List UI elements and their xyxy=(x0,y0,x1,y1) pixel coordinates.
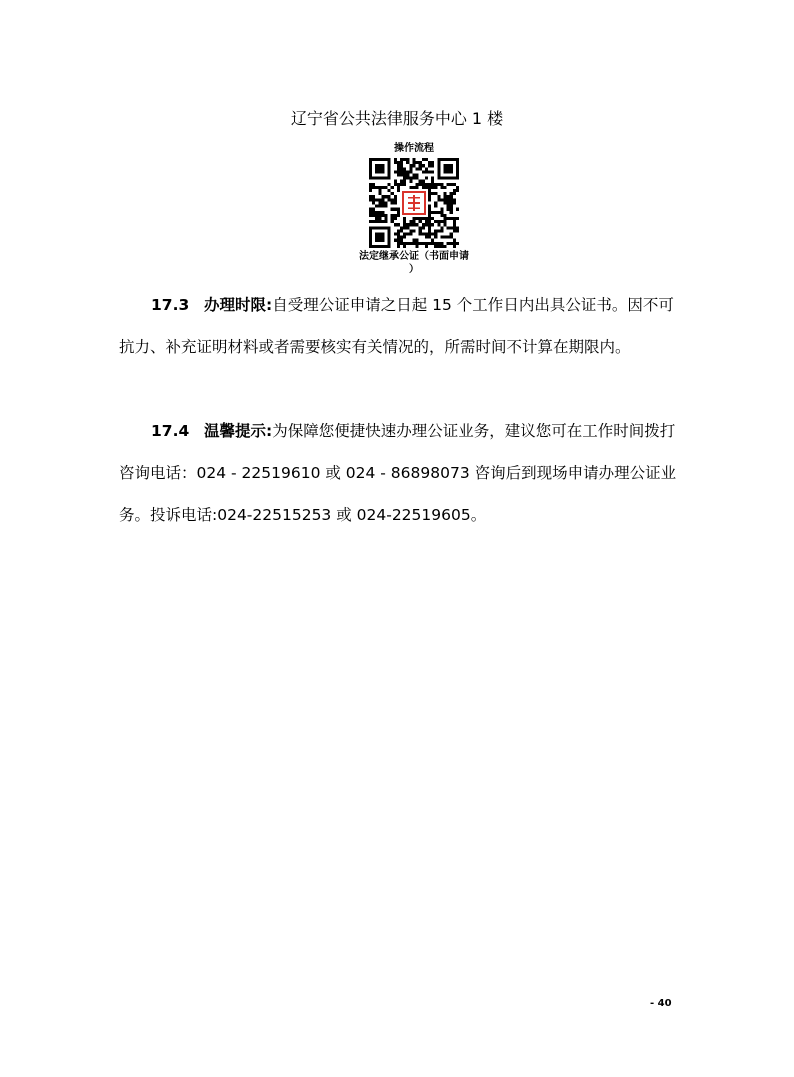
section-body: 自受理公证申请之日起 15 个工作日内出具公证书。因不可抗力、补充证明材料或者需要核实有关情况的，所需时间不计算在期限内。 xyxy=(119,296,674,356)
qr-caption-bottom-cont: ） xyxy=(409,264,419,275)
section-17-4 xyxy=(119,410,679,536)
qr-caption-bottom: 法定继承公证（书面申请 xyxy=(359,251,469,262)
qr-caption-top: 操作流程 xyxy=(394,143,434,154)
section-heading: 办理时限: xyxy=(204,296,273,314)
section-number: 17.3 xyxy=(151,296,190,314)
section-heading: 温馨提示: xyxy=(204,422,273,440)
page-number: - 40 xyxy=(650,998,672,1009)
qr-code-image[interactable] xyxy=(369,158,459,248)
section-number: 17.4 xyxy=(151,422,190,440)
qr-code-block xyxy=(334,142,494,276)
section-17-3 xyxy=(119,284,679,368)
location-line: 辽宁省公共法律服务中心 1 楼 xyxy=(290,109,504,128)
section-body: 为保障您便捷快速办理公证业务，建议您可在工作时间拨打咨询电话：024 - 22519610 或 024 - 86898073 咨询后到现场申请办理公证业务。投诉电话:024-22515253 或 024-22519605。 xyxy=(119,422,677,524)
